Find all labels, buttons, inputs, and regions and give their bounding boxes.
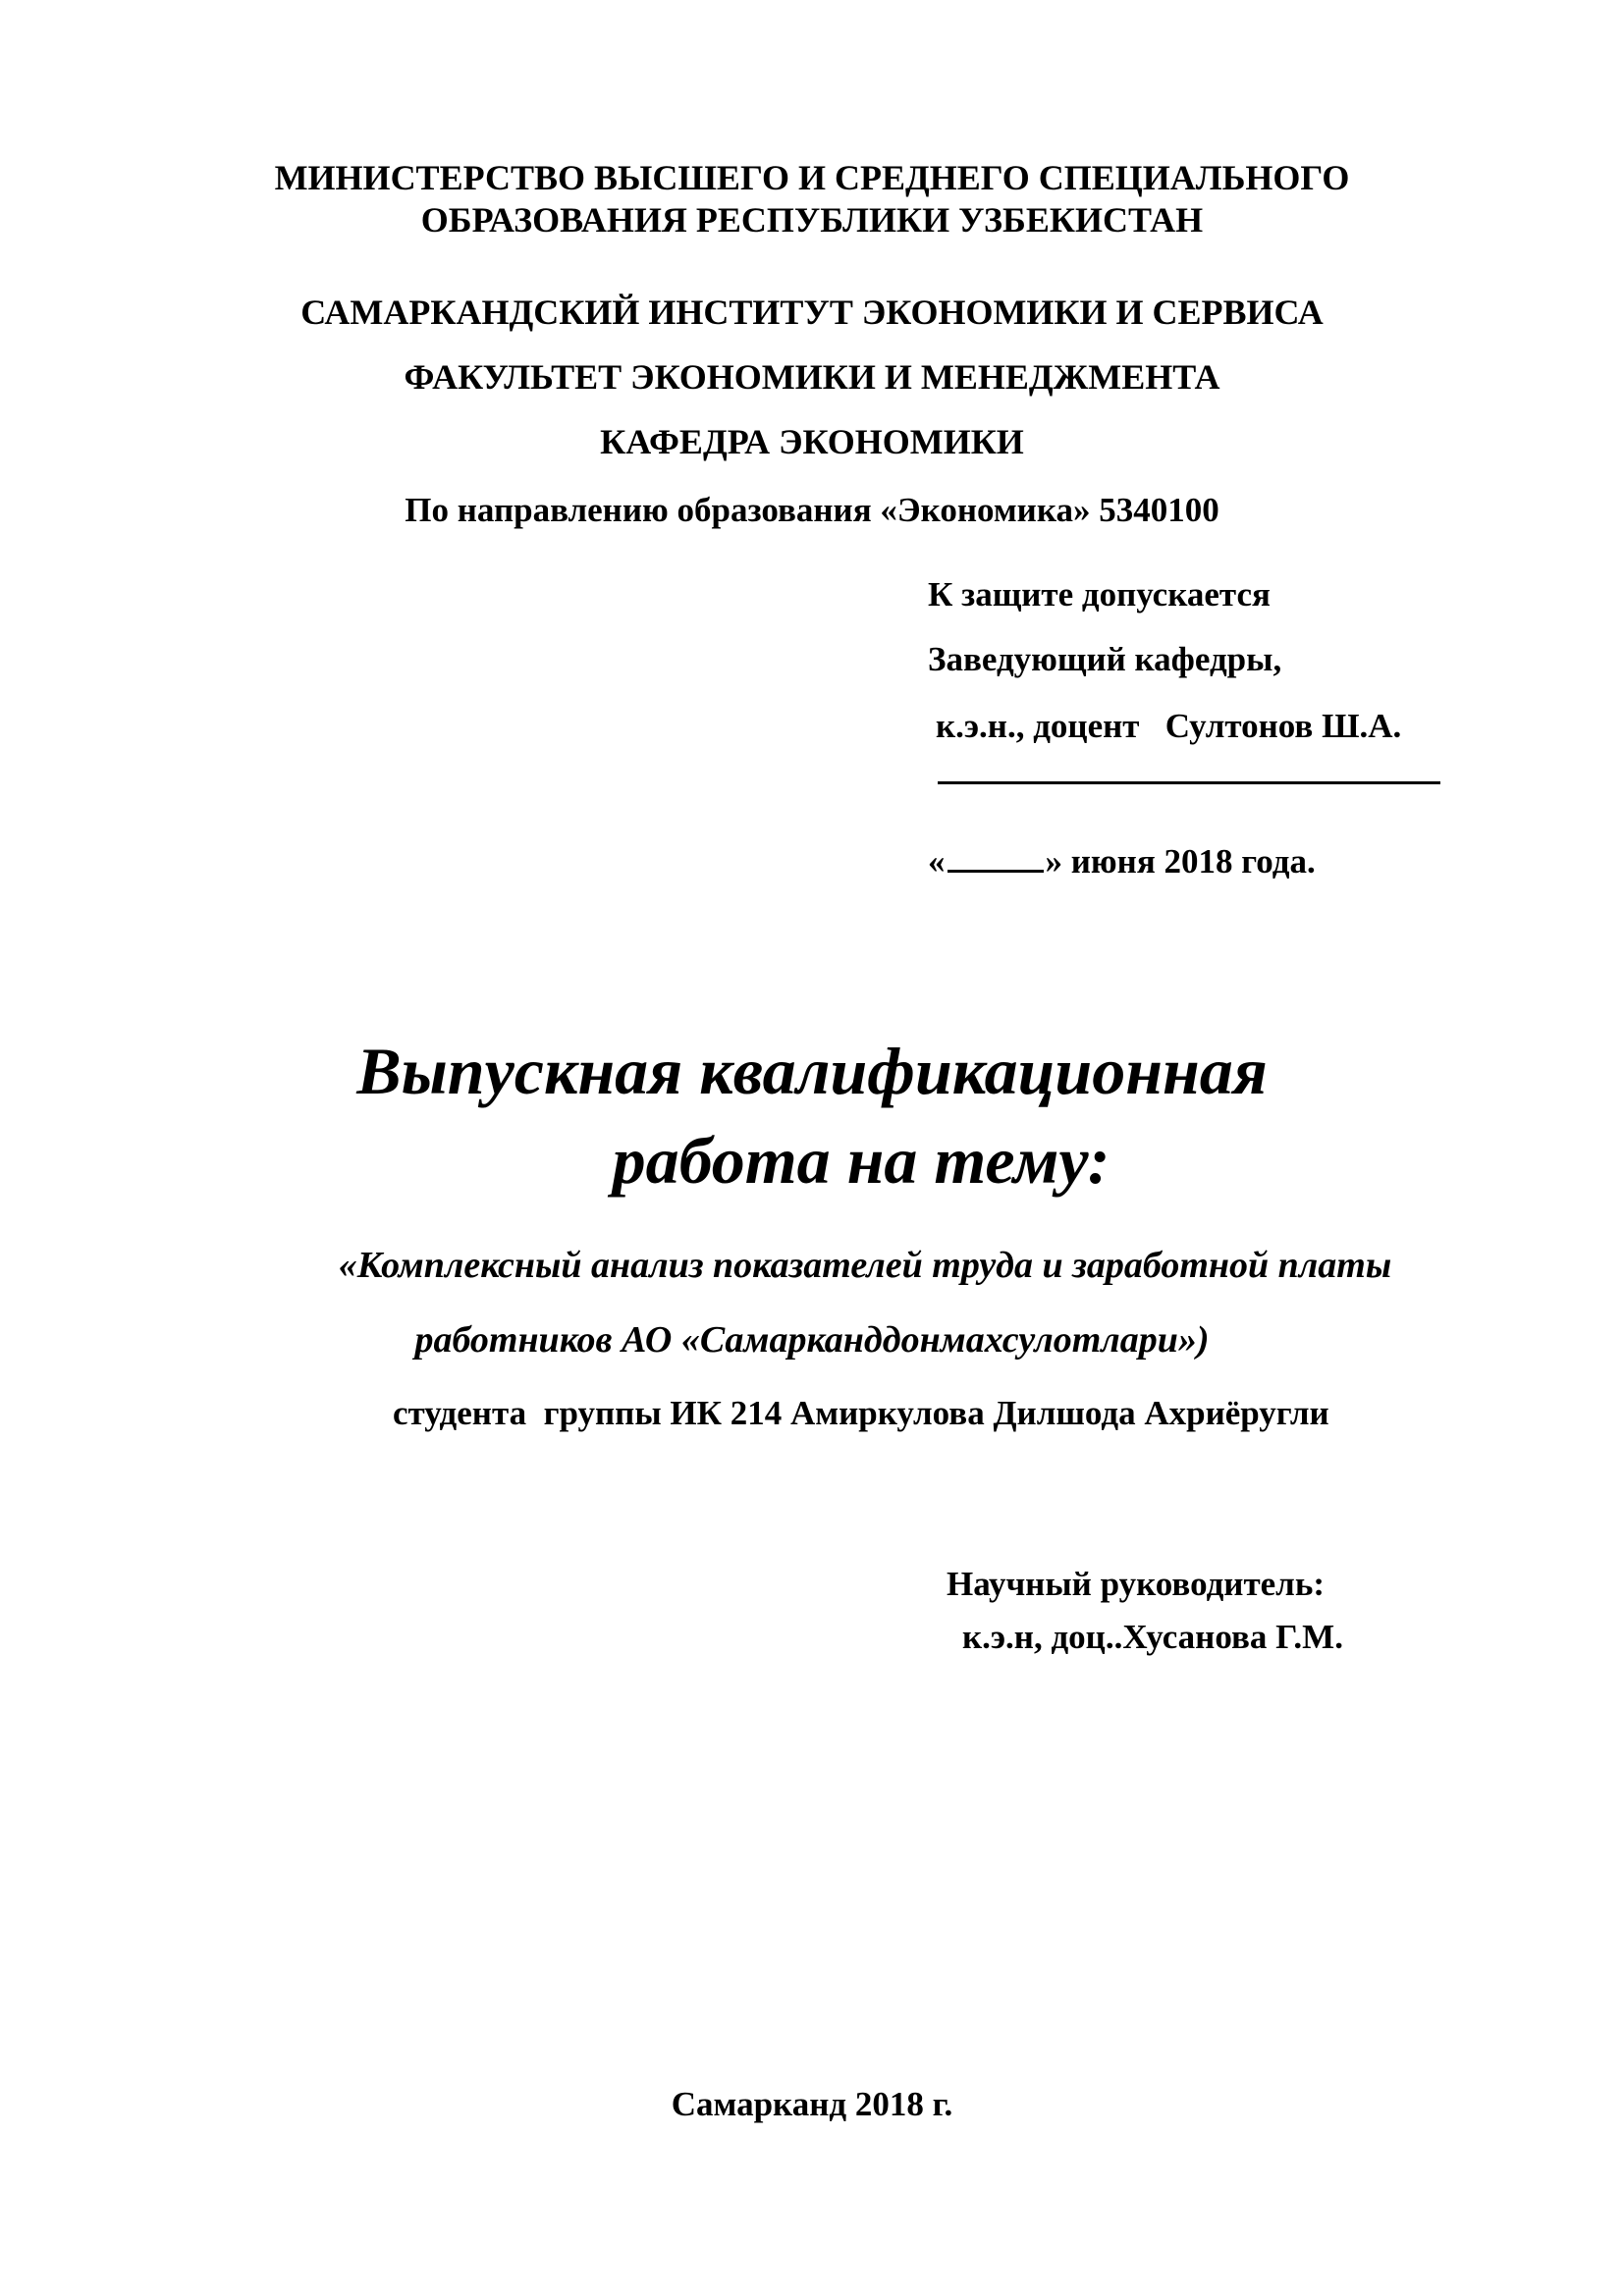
approval-date-close: » июня 2018 года. [1045,842,1316,881]
education-direction: По направлению образования «Экономика» 5340100 [405,491,1219,529]
approval-head-name: к.э.н., доцент Султонов Ш.А. [936,707,1402,745]
thesis-topic-line-1: «Комплексный анализ показателей труда и заработной платы [338,1245,1392,1286]
signature-line [938,781,1440,784]
approval-date-open: « [928,842,946,881]
institute-name: САМАРКАНДСКИЙ ИНСТИТУТ ЭКОНОМИКИ И СЕРВИСА [300,293,1324,332]
ministry-line-2: ОБРАЗОВАНИЯ РЕСПУБЛИКИ УЗБЕКИСТАН [420,200,1204,240]
approval-date [928,842,1316,879]
thesis-title-line-2: работа на тему: [612,1123,1110,1198]
thesis-topic-line-2: работников АО «Самарканддонмахсулотлари») [414,1319,1210,1361]
city-year: Самарканд 2018 г. [671,2085,953,2123]
supervisor-label: Научный руководитель: [947,1565,1325,1603]
approval-admitted: К защите допускается [928,575,1271,614]
approval-head-title: Заведующий кафедры, [928,640,1282,678]
thesis-title-line-1: Выпускная квалификационная [356,1034,1268,1108]
date-blank [947,842,1044,873]
faculty-name: ФАКУЛЬТЕТ ЭКОНОМИКИ И МЕНЕДЖМЕНТА [404,357,1220,397]
supervisor-name: к.э.н, доц..Хусанова Г.М. [962,1618,1343,1656]
student-info: студента группы ИК 214 Амиркулова Дилшода Ахриёругли [393,1394,1329,1432]
department-name: КАФЕДРА ЭКОНОМИКИ [600,422,1024,461]
ministry-line-1: МИНИСТЕРСТВО ВЫСШЕГО И СРЕДНЕГО СПЕЦИАЛЬНОГО [274,158,1350,197]
